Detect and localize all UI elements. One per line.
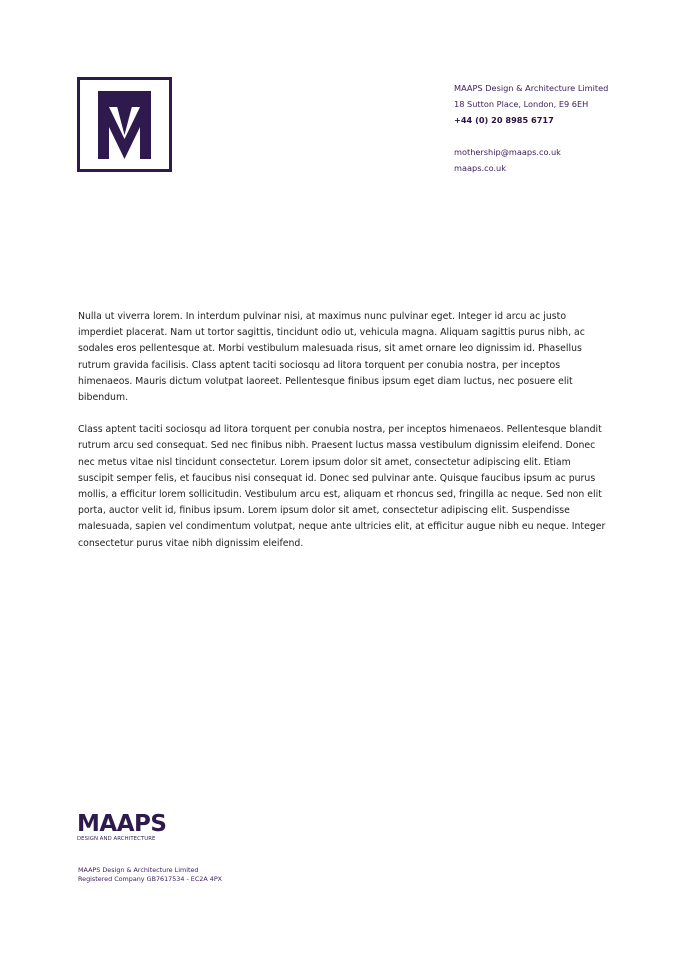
contact-email[interactable]: mothership@maaps.co.uk xyxy=(454,147,561,157)
letter-body xyxy=(78,309,606,568)
maaps-wordmark-logo xyxy=(77,808,173,842)
contact-website[interactable]: maaps.co.uk xyxy=(454,163,506,173)
maaps-monogram-icon xyxy=(77,77,172,172)
body-paragraph-2: Class aptent taciti sociosqu ad litora torquent per conubia nostra, per inceptos himenaeos. Pellentesque blandit rutrum arcu sed consequat. Sed nec finibus nibh. Praesent luctus massa vestibulum dignissim eleifend. Donec nec metus vitae nisl tincidunt consectetur. Lorem ipsum dolor sit amet, consectetur adipiscing elit. Etiam suscipit semper felis, et faucibus nisi consequat id. Donec sed pulvinar ante. Quisque faucibus ipsum ac purus mollis, a efficitur lorem sollicitudin. Vestibulum arcu est, aliquam et rhoncus sed, fringilla ac neque. Sed non elit porta, auctor velit id, finibus ipsum. Lorem ipsum dolor sit amet, consectetur adipiscing elit. Suspendisse malesuada, sapien vel condimentum volutpat, neque ante ultricies elit, at efficitur augue nibh eu neque. Integer consectetur purus vitae nibh dignissim eleifend. xyxy=(78,424,606,549)
footer-company: MAAPS Design & Architecture Limited xyxy=(78,866,199,874)
wordmark-tagline: DESIGN AND ARCHITECTURE xyxy=(77,836,156,842)
contact-block xyxy=(454,80,608,176)
contact-company: MAAPS Design & Architecture Limited xyxy=(454,83,609,93)
contact-spacer xyxy=(454,128,608,144)
body-paragraph-1: Nulla ut viverra lorem. In interdum pulvinar nisi, at maximus nunc pulvinar eget. Integer id arcu ac justo imperdiet placerat. Nam ut tortor sagittis, tincidunt odio ut, vehicula magna. Aliquam sagittis purus nibh, ac sodales eros pellentesque at. Morbi vestibulum malesuada risus, sit amet ornare leo dignissim id. Phasellus rutrum gravida facilisis. Class aptent taciti sociosqu ad litora torquent per conubia nostra, per inceptos himenaeos. Mauris dictum volutpat laoreet. Pellentesque finibus ipsum eget diam luctus, nec posuere elit bibendum. xyxy=(78,311,585,404)
contact-address: 18 Sutton Place, London, E9 6EH xyxy=(454,99,589,109)
footer xyxy=(78,866,222,884)
contact-phone[interactable]: +44 (0) 20 8985 6717 xyxy=(454,115,554,125)
footer-registration: Registered Company GB7617534 - EC2A 4PX xyxy=(78,875,223,883)
wordmark-name: MAAPS xyxy=(77,811,167,837)
